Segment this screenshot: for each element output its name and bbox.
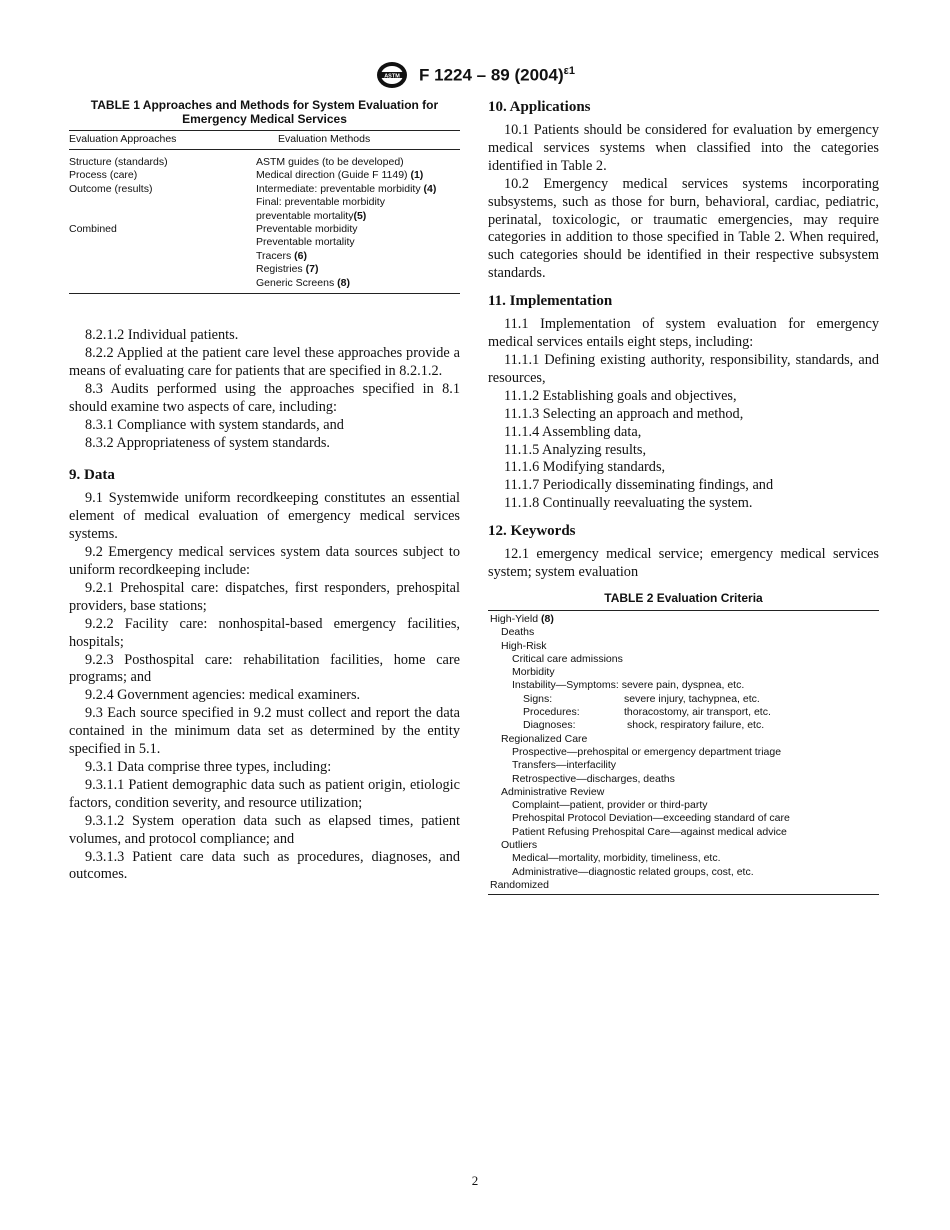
paragraph-9-3-1-2: 9.3.1.2 System operation data such as elapsed times, patient volumes, and protocol compliance; and (69, 812, 460, 847)
list-item: Randomized (490, 878, 549, 891)
section-heading-11: 11. Implementation (488, 293, 613, 310)
left-column (69, 98, 460, 884)
table-row: Outcome (results) Intermediate: preventable morbidity (4) (69, 182, 437, 195)
svg-text:ASTM: ASTM (384, 73, 400, 80)
list-item: Patient Refusing Prehospital Care—against medical advice (512, 825, 787, 838)
list-item: Signs: severe injury, tachypnea, etc. (523, 692, 760, 705)
document-header (0, 60, 950, 90)
list-item: High-Risk (501, 639, 547, 652)
paragraph-9-3-1: 9.3.1 Data comprise three types, including: (85, 759, 332, 775)
list-item: Transfers—interfacility (512, 759, 617, 772)
table1 (69, 130, 460, 294)
section-heading-9: 9. Data (69, 467, 115, 484)
paragraph-11-1-7: 11.1.7 Periodically disseminating findings, and (504, 477, 774, 494)
table-row: Structure (standards) ASTM guides (to be developed) (69, 156, 404, 168)
astm-logo-icon (375, 60, 409, 90)
list-item: Instability—Symptoms: severe pain, dyspnea, etc. (512, 679, 745, 692)
table-row: Preventable mortality (256, 236, 355, 249)
paragraph-11-1-3: 11.1.3 Selecting an approach and method, (504, 405, 744, 422)
list-item: Regionalized Care (501, 732, 588, 745)
table-row: Combined Preventable morbidity (69, 223, 358, 236)
list-item: Complaint—patient, provider or third-party (512, 799, 708, 812)
list-item: Diagnoses: shock, respiratory failure, etc. (523, 719, 765, 732)
table-row: Process (care) Medical direction (Guide F 1149) (1) (69, 169, 424, 182)
paragraph-9-1: 9.1 Systemwide uniform recordkeeping constitutes an essential element of medical evaluation of emergency medical services systems. (69, 490, 460, 543)
table-row: Final: preventable morbidity (256, 196, 385, 209)
paragraph-11-1-8: 11.1.8 Continually reevaluating the system. (504, 495, 753, 512)
paragraph-11-1-2: 11.1.2 Establishing goals and objectives, (504, 387, 737, 404)
paragraph-9-3: 9.3 Each source specified in 9.2 must collect and report the data contained in the minimum data set as determined by the entity specified in 5.1. (69, 705, 460, 758)
page-number: 2 (471, 1173, 479, 1188)
section-heading-12: 12. Keywords (488, 523, 576, 540)
list-item: Administrative—diagnostic related groups, cost, etc. (512, 865, 754, 878)
list-item: Retrospective—discharges, deaths (512, 772, 675, 785)
list-item: Procedures: thoracostomy, air transport, etc. (523, 706, 771, 719)
paragraph-8-2-1-2: 8.2.1.2 Individual patients. (85, 327, 239, 344)
paragraph-8-2-2: 8.2.2 Applied at the patient care level these approaches provide a means of evaluating care for patients that are specified in 8.2.1.2. (69, 344, 460, 379)
list-item: Outliers (501, 839, 538, 852)
list-item: Deaths (501, 626, 535, 639)
paragraph-8-3-2: 8.3.2 Appropriateness of system standards. (85, 434, 330, 451)
paragraph-9-2-4: 9.2.4 Government agencies: medical examiners. (85, 687, 361, 704)
paragraph-9-2-1: 9.2.1 Prehospital care: dispatches, first responders, prehospital providers, base stations; (69, 579, 460, 614)
table-row: Generic Screens (8) (69, 277, 460, 294)
paragraph-8-3-1: 8.3.1 Compliance with system standards, and (85, 416, 344, 433)
list-item: Prospective—prehospital or emergency department triage (512, 745, 782, 758)
list-item: High-Yield (8) (490, 613, 554, 625)
paragraph-11-1-1: 11.1.1 Defining existing authority, responsibility, standards, and resources, (488, 351, 879, 386)
table1-col-approaches: Evaluation Approaches (69, 131, 256, 150)
paragraph-9-2: 9.2 Emergency medical services system data sources subject to uniform recordkeeping include: (69, 544, 460, 579)
list-item: Medical—mortality, morbidity, timeliness, etc. (512, 852, 721, 865)
table1-title: TABLE 1 Approaches and Methods for System Evaluation for Emergency Medical Services (90, 98, 439, 126)
paragraph-10-1: 10.1 Patients should be considered for evaluation by emergency medical services systems when classified into the categories identified in Table 2. (488, 122, 879, 174)
table-row: Tracers (6) (256, 249, 307, 262)
paragraph-8-3: 8.3 Audits performed using the approaches specified in 8.1 should examine two aspects of care, including: (69, 380, 460, 415)
list-item: Administrative Review (501, 785, 605, 798)
table2 (488, 610, 879, 895)
paragraph-12-1: 12.1 emergency medical service; emergency medical services system; system evaluation (488, 546, 879, 581)
paragraph-10-2: 10.2 Emergency medical services systems incorporating subsystems, such as those for burn, behavioral, cardiac, pediatric, perinatal, toxicologic, or traumatic emergencies, may require categories in addition to those specified in Table 2. When required, such categories should be identified in their respective subsystem standards. (488, 175, 879, 282)
document-title: F 1224 – 89 $(2004)^{\varepsilon 1}$ (419, 64, 575, 85)
table-row: Registries (7) (256, 263, 319, 276)
paragraph-9-3-1-1: 9.3.1.1 Patient demographic data such as patient origin, etiologic factors, condition severity, and resource utilization; (69, 776, 460, 811)
section-heading-10: 10. Applications (488, 99, 591, 115)
paragraph-11-1-5: 11.1.5 Analyzing results, (504, 441, 647, 458)
list-item: Prehospital Protocol Deviation—exceeding standard of care (512, 812, 790, 825)
table-row: preventable mortality(5) (256, 209, 367, 222)
paragraph-11-1-6: 11.1.6 Modifying standards, (504, 459, 666, 476)
paragraph-11-1-4: 11.1.4 Assembling data, (504, 423, 642, 440)
table2-container (488, 591, 879, 895)
paragraph-9-3-1-3: 9.3.1.3 Patient care data such as procedures, diagnoses, and outcomes. (69, 848, 460, 883)
paragraph-11-1: 11.1 Implementation of system evaluation for emergency medical services entails eight steps, including: (488, 316, 879, 351)
paragraph-9-2-2: 9.2.2 Facility care: nonhospital-based emergency facilities, hospitals; (69, 615, 460, 650)
paragraph-9-2-3: 9.2.3 Posthospital care: rehabilitation facilities, home care programs; and (69, 651, 460, 686)
list-item: Critical care admissions (512, 652, 623, 665)
table1-col-methods: Evaluation Methods (256, 131, 460, 150)
list-item: Morbidity (512, 666, 555, 679)
right-column (488, 98, 879, 582)
table2-title: TABLE 2 Evaluation Criteria (604, 591, 763, 605)
